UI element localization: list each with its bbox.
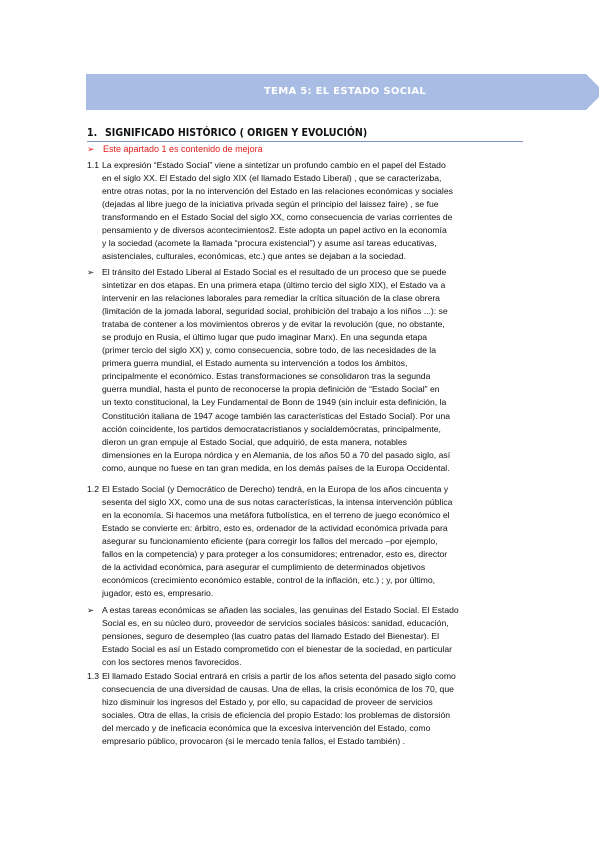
paragraph-text (102, 604, 517, 669)
paragraph-number: 1.3 (87, 671, 99, 681)
text-line: empresario público, provocaron (si le mercado tenía fallos, el Estado también) . (102, 736, 405, 747)
text-line: fallos en la competencia) y para proteger a los consumidores; entrenador, esto es, director (102, 549, 448, 560)
page-title: TEMA 5: EL ESTADO SOCIAL (263, 86, 427, 97)
text-line: (primer tercio del siglo XX) y, como consecuencia, sobre todo, de las necesidades de la (102, 345, 436, 356)
text-line: económicos (crecimiento económico estable, control de la inflación, etc.) ; y, por último, (102, 575, 436, 586)
text-line: hizo disminuir los ingresos del Estado y, por ello, su capacidad de proveer de servicios (102, 697, 433, 708)
paragraph-number: 1.1 (87, 160, 99, 170)
text-line: jugador, esto es, empresario. (102, 588, 214, 599)
paragraph (87, 159, 517, 263)
paragraph-text (102, 670, 517, 748)
text-line: intervenir en las relaciones laborales para remediar la crítica situación de la clase obrera (102, 293, 440, 304)
text-line: dieron un gran empuje al Estado Social, que adquirió, de esta manera, notables (102, 436, 407, 447)
text-line: Social es, en su núcleo duro, proveedor de servicios sociales básicos: sanidad, educación, (102, 618, 449, 629)
text-line: como, aunque no fuese en tan gran medida, en los demás países de la Europa Occidental. (102, 462, 450, 473)
text-line: del mercado y de ineficacia económica que la excesiva intervención del Estado, como (102, 723, 431, 734)
text-line: (limitación de la jornada laboral, seguridad social, prohibición del trabajo a los niños ...): se (102, 306, 448, 317)
text-line: principalmente el económico. Estas transformaciones se consolidaron tras la segunda (102, 371, 431, 382)
text-line: Estado se convierte en: árbitro, esto es, ordenador de la actividad económica privada para (102, 523, 448, 534)
arrow-bullet-icon: ➢ (87, 144, 95, 154)
heading-underline (87, 141, 523, 142)
title-banner (86, 74, 599, 110)
text-line: un texto constitucional, la Ley Fundamental de Bonn de 1949 (sin incluir esta definición, la (102, 397, 447, 408)
arrow-bullet-icon: ➢ (87, 267, 95, 277)
section-number: 1. (87, 127, 98, 139)
paragraph (87, 483, 517, 600)
text-line: sociales. Otra de ellas, la crisis de eficiencia del propio Estado: los problemas de distorsión (102, 710, 451, 721)
text-line: acción coincidente, los partidos democratacristianos y socialdemócratas, principalmente, (102, 423, 441, 434)
section-title: SIGNIFICADO HISTÓRICO ( ORIGEN Y EVOLUCIÓN) (105, 127, 368, 139)
paragraph (87, 266, 517, 475)
text-line: transformando en el Estado Social del siglo XX, como consecuencia de varias corrientes de (102, 212, 453, 223)
text-line: trataba de contener a los movimientos obreros y de evitar la revolución (que, no obstante, (102, 319, 445, 330)
improvement-note (87, 144, 263, 155)
text-line: Estado Social es así un Estado comprometido con el bienestar de la sociedad, en particular (102, 644, 452, 655)
text-line: se produjo en Rusia, el último lugar que pudo imaginar Marx). En una segunda etapa (102, 332, 428, 343)
text-line: pensamiento y de diversos acontecimientos2. Este adopta un papel activo en la economía (102, 225, 447, 236)
text-line: El llamado Estado Social entrará en crisis a partir de los años setenta del pasado siglo como (102, 671, 456, 681)
paragraph (87, 670, 517, 748)
text-line: con los sectores menos favorecidos. (102, 657, 242, 668)
text-line: pensiones, seguro de desempleo (las cuatro patas del llamado Estado del Bienestar). El (102, 631, 440, 642)
text-line: de la actividad económica, para asegurar el cumplimiento de determinados objetivos (102, 562, 426, 573)
paragraph-number: 1.2 (87, 484, 99, 494)
text-line: sintetizar en dos etapas. En una primera etapa (último tercio del siglo XIX), el Estado va a (102, 280, 446, 291)
text-line: entre otras notas, por la no intervención del Estado en las relaciones económicas y sociales (102, 186, 453, 197)
note-text: Este apartado 1 es contenido de mejora (103, 144, 263, 154)
text-line: y la sociedad (acomete la llamada “procura existencial”) y asume así tareas educativas, (102, 238, 437, 249)
text-line: sesenta del siglo XX, como una de sus notas características, la intensa intervención pública (102, 497, 453, 508)
text-line: en el siglo XX. El Estado del siglo XIX (el llamado Estado Liberal) , que se caracterizaba, (102, 173, 442, 184)
text-line: guerra mundial, hasta el punto de reconocerse la propia definición de “Estado Social” en (102, 384, 440, 395)
arrow-bullet-icon: ➢ (87, 605, 95, 615)
paragraph-text (102, 159, 517, 263)
text-line: El Estado Social (y Democrático de Derecho) tendrá, en la Europa de los años cincuenta y (102, 484, 449, 494)
text-line: consecuencia de una diversidad de causas. Una de ellas, la crisis económica de los 70, que (102, 684, 454, 695)
text-line: en la economía. Si hacemos una metáfora futbolística, en el terreno de juego económico el (102, 510, 450, 521)
paragraph (87, 604, 517, 669)
text-line: A estas tareas económicas se añaden las sociales, las genuinas del Estado Social. El Estado (102, 605, 459, 615)
text-line: dimensiones en la Europa nórdica y en Alemania, de los años 50 a 70 del pasado siglo, así (102, 449, 451, 460)
section-heading (87, 127, 367, 139)
paragraph-text (102, 483, 517, 600)
text-line: asegurar su funcionamiento eficiente (para corregir los fallos del mercado –por ejemplo, (102, 536, 438, 547)
text-line: La expresión “Estado Social” viene a sintetizar un profundo cambio en el papel del Estado (102, 160, 446, 170)
paragraph-text (102, 266, 517, 475)
text-line: (dejadas al libre juego de la iniciativa privada según el principio del laissez faire) , se fue (102, 199, 439, 210)
text-line: El tránsito del Estado Liberal al Estado Social es el resultado de un proceso que se puede (102, 267, 447, 277)
text-line: Constitución italiana de 1947 acoge también las características del Estado Social). Por una (102, 410, 451, 421)
text-line: primera guerra mundial, el Estado aumenta su intervención a todos los ámbitos, (102, 358, 408, 369)
text-line: asistenciales, culturales, económicas, etc.) que antes se dejaban a la sociedad. (102, 251, 406, 262)
